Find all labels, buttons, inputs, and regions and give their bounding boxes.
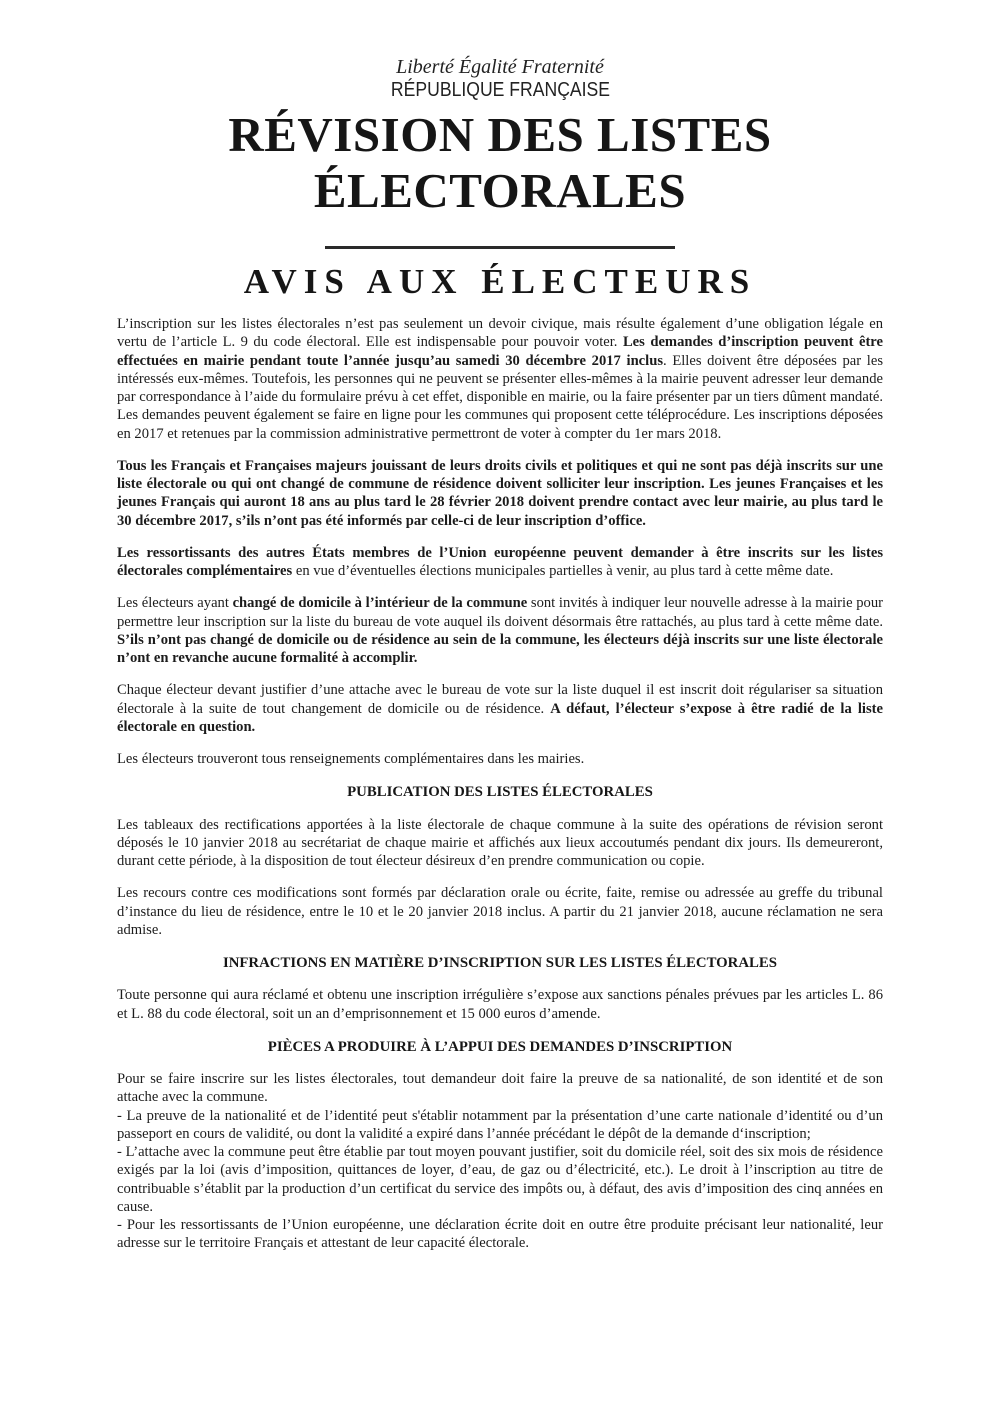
- separator-line: [325, 246, 675, 249]
- document-title-line1: RÉVISION DES LISTES: [228, 107, 772, 162]
- paragraph: Pour se faire inscrire sur les listes électorales, tout demandeur doit faire la preuve de sa nationalité, de son identité et de son attache avec la commune.: [117, 1071, 883, 1106]
- document-subtitle: AVIS AUX ÉLECTEURS: [243, 262, 757, 301]
- motto-text: Liberté Égalité Fraternité: [396, 56, 604, 78]
- paragraph: Les recours contre ces modifications sont formés par déclaration orale ou écrite, faite, remise ou adressée au greffe du tribunal d’instance du lieu de résidence, entre le 10 et le 20 janvier 2018 inclus. A partir du 21 janvier 2018, aucune réclamation ne sera admise.: [117, 885, 883, 938]
- document-body: [117, 315, 883, 1253]
- document-header: [117, 56, 883, 301]
- republic-name: [117, 79, 883, 101]
- section-heading: PUBLICATION DES LISTES ÉLECTORALES: [347, 784, 653, 801]
- paragraph: - L’attache avec la commune peut être établie par tout moyen pouvant justifier, soit du domicile réel, soit des six mois de résidence exigés par la loi (avis d’imposition, quittances de loyer, d’eau, de gaz ou d’électricité, etc.). Le droit à l’inscription au titre de contribuable s’établit par la production d’un certificat du service des impôts ou, à défaut, des avis d’imposition des cinq années en cause.: [117, 1144, 883, 1215]
- section-heading: INFRACTIONS EN MATIÈRE D’INSCRIPTION SUR LES LISTES ÉLECTORALES: [222, 955, 778, 971]
- document-title: [117, 107, 883, 219]
- paragraph: Tous les Français et Françaises majeurs jouissant de leurs droits civils et politiques et qui ne sont pas déjà inscrits sur une liste électorale ou qui ont changé de commune de résidence doivent solliciter leur inscription. Les jeunes Françaises et les jeunes Français qui auront 18 ans au plus tard le 28 février 2018 doivent prendre contact avec leur mairie, au plus tard le 30 décembre 2017, s’ils n’ont pas été informés par celle-ci de leur inscription d’office.: [117, 457, 883, 529]
- paragraph: - La preuve de la nationalité et de l’identité peut s'établir notamment par la présentation d’une carte nationale d’identité ou d’un passeport en cours de validité, ou dont la validité a expiré dans l’année précédant le dépôt de la demande d‘inscription;: [117, 1107, 883, 1142]
- paragraph: Les électeurs trouveront tous renseignements complémentaires dans les mairies.: [117, 751, 585, 767]
- paragraph: Les tableaux des rectifications apportées à la liste électorale de chaque commune à la suite des opérations de révision seront déposés le 10 janvier 2018 au secrétariat de chaque mairie et affichés aux lieux accoutumés pendant dix jours. Ils demeureront, durant cette période, à la disposition de tout électeur désireux d’en prendre communication ou copie.: [117, 816, 883, 869]
- paragraph: Chaque électeur devant justifier d’une attache avec le bureau de vote sur la liste duquel il est inscrit doit régulariser sa situation électorale à la suite de tout changement de domicile ou de résidence. A défaut, l’électeur s’expose à être radié de la liste électorale en question.: [117, 682, 883, 735]
- paragraph: Les électeurs ayant changé de domicile à l’intérieur de la commune sont invités à indiquer leur nouvelle adresse à la mairie pour permettre leur inscription sur la liste du bureau de vote auquel ils doivent désormais être rattachés, au plus tard à cette même date. S’ils n’ont pas changé de domicile ou de résidence au sein de la commune, les électeurs déjà inscrits sur une liste électorale n’ont en revanche aucune formalité à accomplir.: [117, 595, 883, 666]
- paragraph: Les ressortissants des autres États membres de l’Union européenne peuvent demander à être inscrits sur les listes électorales complémentaires en vue d’éventuelles élections municipales partielles à venir, au plus tard à cette même date.: [117, 544, 883, 579]
- paragraph: - Pour les ressortissants de l’Union européenne, une déclaration écrite doit en outre être produite précisant leur nationalité, leur adresse sur le territoire Français et attestant de leur capacité électorale.: [117, 1217, 883, 1252]
- paragraph: Toute personne qui aura réclamé et obtenu une inscription irrégulière s’expose aux sanctions pénales prévues par les articles L. 86 et L. 88 du code électoral, soit un an d’emprisonnement et 15 000 euros d’amende.: [117, 987, 883, 1022]
- republic-name-text: RÉPUBLIQUE FRANÇAISE: [390, 79, 610, 101]
- section-heading: PIÈCES A PRODUIRE À L’APPUI DES DEMANDES D’INSCRIPTION: [267, 1038, 733, 1055]
- document-title-line2: ÉLECTORALES: [313, 163, 687, 218]
- paragraph: L’inscription sur les listes électorales n’est pas seulement un devoir civique, mais résulte également d’une obligation légale en vertu de l’article L. 9 du code électoral. Elle est indispensable pour pouvoir voter. Les demandes d’inscription peuvent être effectuées en mairie pendant toute l’année jusqu’au samedi 30 décembre 2017 inclus. Elles doivent être déposées par les intéressés eux-mêmes. Toutefois, les personnes qui ne peuvent se présenter elles-mêmes à la mairie peuvent adresser leur demande par correspondance à l’aide du formulaire prévu à cet effet, disponible en mairie, ou la faire présenter par un tiers dûment mandaté. Les demandes peuvent également se faire en ligne pour les communes qui proposent cette téléprocédure. Les inscriptions déposées en 2017 et retenues par la commission administrative permettront de voter à compter du 1er mars 2018.: [117, 316, 883, 442]
